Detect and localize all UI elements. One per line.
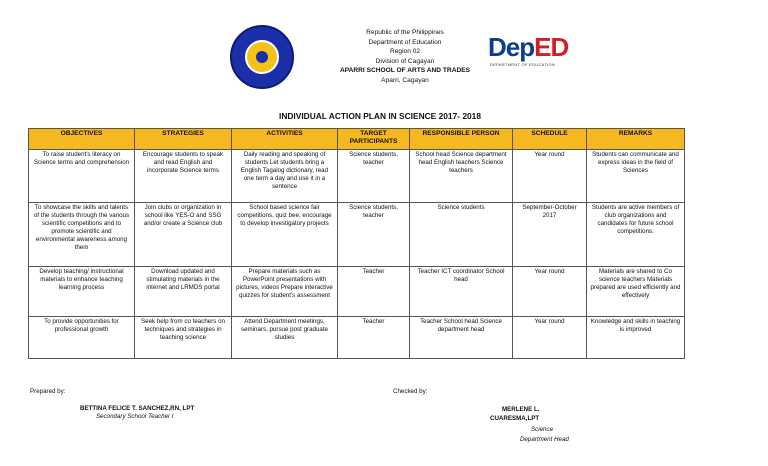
table-cell: Year round	[513, 317, 587, 359]
table-cell: School head Science department head English teachers Science teachers	[410, 150, 513, 203]
column-header: RESPONSIBLE PERSON	[410, 129, 513, 150]
column-header: TARGET PARTICIPANTS	[338, 129, 410, 150]
table-cell: Year round	[513, 267, 587, 317]
table-cell: Teacher	[338, 267, 410, 317]
column-header: ACTIVITIES	[232, 129, 338, 150]
table-cell: Science students, teacher	[338, 203, 410, 267]
action-plan-table	[28, 128, 685, 359]
table-cell: To provide opportunities for professional growth	[29, 317, 135, 359]
column-header: STRATEGIES	[135, 129, 232, 150]
table-cell: Join clubs or organization in school like YES-O and SSG and/or create a Science club	[135, 203, 232, 267]
school-name: APARRI SCHOOL OF ARTS AND TRADES	[339, 67, 471, 75]
table-cell: Teacher School head Science department head	[410, 317, 513, 359]
table-cell: Year round	[513, 150, 587, 203]
column-header: SCHEDULE	[513, 129, 587, 150]
table-row	[29, 317, 685, 359]
checked-by-title: Department Head	[520, 436, 569, 443]
header-line: Department of Education	[368, 38, 442, 46]
table-header-row	[29, 129, 685, 150]
table-cell: Teacher ICT coordinator School head	[410, 267, 513, 317]
header-line: Republic of the Philippines	[366, 29, 444, 36]
checked-by-label: Checked by:	[393, 388, 428, 395]
header-line: Region 02	[389, 48, 421, 56]
table-cell: Daily reading and speaking of students Let students bring a English Tagalog dictionary, read one term a day and use it in a sentence	[232, 150, 338, 203]
table-row	[29, 203, 685, 267]
letterhead	[300, 28, 510, 86]
deped-logo: DepED DEPARTMENT OF EDUCATION	[488, 32, 569, 67]
column-header: OBJECTIVES	[29, 129, 135, 150]
checked-by-name: CUARESMA,LPT	[490, 415, 540, 422]
school-address: Aparri, Cagayan	[381, 76, 429, 84]
school-seal-logo	[230, 25, 294, 89]
table-cell: Develop teaching/ instructional materials to enhance teaching learning process	[29, 267, 135, 317]
table-cell: Science students, teacher	[338, 150, 410, 203]
table-cell: Students are active members of club organizations and candidates for future school competitions.	[587, 203, 685, 267]
table-cell: Science students	[410, 203, 513, 267]
table-cell: Encourage students to speak and read English and incorporate Science terms	[135, 150, 232, 203]
table-cell: Teacher	[338, 317, 410, 359]
table-cell: To raise student's literacy on Science terms and comprehension	[29, 150, 135, 203]
table-row	[29, 150, 685, 203]
checked-by-name: MERLENE L.	[502, 406, 540, 413]
column-header: REMARKS	[587, 129, 685, 150]
header-line: Division of Cagayan	[375, 57, 435, 65]
table-cell: Materials are shared to Co science teachers Materials prepared are used efficiently and effectively	[587, 267, 685, 317]
prepared-by-title: Secondary School Teacher I	[96, 413, 174, 420]
table-cell: School based science fair competitions, quiz bee, encourage to develop investigatory projects	[232, 203, 338, 267]
document-title: INDIVIDUAL ACTION PLAN IN SCIENCE 2017- 2018	[279, 111, 481, 121]
table-cell: Prepare materials such as PowerPoint presentations with pictures, videos Prepare interactive quizzes for student's assessment	[232, 267, 338, 317]
table-cell: Download updated and stimulating materials in the internet and LRMDS portal	[135, 267, 232, 317]
table-cell: September-October 2017	[513, 203, 587, 267]
table-row	[29, 267, 685, 317]
table-cell: Students can communicate and express ideas in the field of Sciences	[587, 150, 685, 203]
table-cell: To showcase the skills and talents of the students through the various scientific competitions and to promote scientific and environmental awareness among them	[29, 203, 135, 267]
table-cell: Knowledge and skills in teaching is improved	[587, 317, 685, 359]
checked-by-title: Science	[531, 426, 554, 433]
prepared-by-name: BETTINA FELICE T. SANCHEZ,RN, LPT	[80, 405, 195, 412]
table-cell: Attend Department meetings, seminars, pursue post graduate studies	[232, 317, 338, 359]
table-cell: Seek help from co teachers on techniques and strategies in teaching science	[135, 317, 232, 359]
prepared-by-label: Prepared by:	[30, 388, 66, 395]
